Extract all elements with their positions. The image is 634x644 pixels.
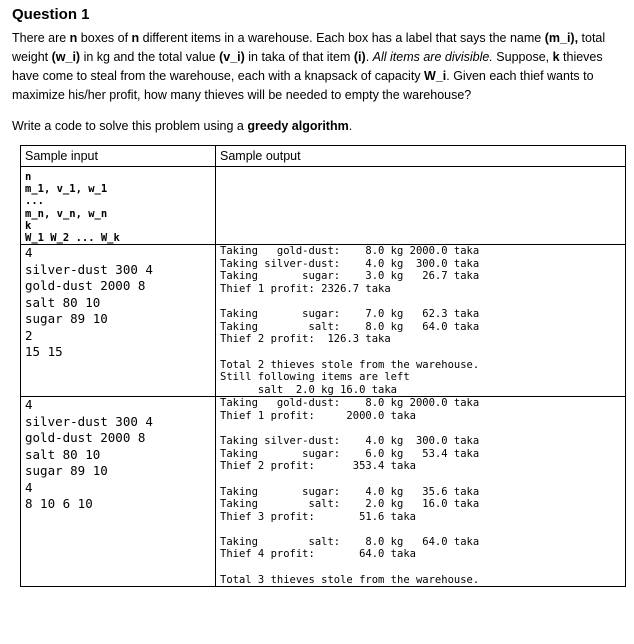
output-line: Total 2 thieves stole from the warehouse. <box>220 358 480 371</box>
task-run: greedy algorithm <box>247 119 349 133</box>
sample-input-cell-1 <box>21 245 216 397</box>
statement-run: n <box>131 31 140 45</box>
statement-run: total weight <box>12 31 606 64</box>
sample-input-header: Sample input <box>21 146 216 167</box>
output-line: Thief 2 profit: 126.3 taka <box>220 333 391 346</box>
format-line: k <box>25 219 32 232</box>
question-title: Question 1 <box>12 6 90 23</box>
sample-input-cell-2 <box>21 397 216 587</box>
output-line <box>220 561 625 574</box>
output-line <box>220 346 625 359</box>
format-line: m_n, v_n, w_n <box>25 207 108 220</box>
output-line: Taking salt: 2.0 kg 16.0 taka <box>220 498 480 511</box>
input-line: salt 80 10 <box>25 294 101 310</box>
input-line: gold-dust 2000 8 <box>25 278 146 294</box>
format-row <box>21 167 626 245</box>
statement-run: n <box>69 31 78 45</box>
input-line: sugar 89 10 <box>25 463 108 479</box>
input-format-lines <box>25 167 215 244</box>
output-line <box>220 473 625 486</box>
output-line: Thief 4 profit: 64.0 taka <box>220 548 416 561</box>
output-line: Taking sugar: 7.0 kg 62.3 taka <box>220 308 480 321</box>
problem-statement <box>12 29 624 105</box>
output-line: Thief 1 profit: 2326.7 taka <box>220 283 391 295</box>
input-line: 4 <box>25 245 33 261</box>
sample-input-1 <box>25 245 215 361</box>
output-line: Taking sugar: 4.0 kg 35.6 taka <box>220 485 480 498</box>
statement-run: in kg and the total value <box>80 50 220 64</box>
output-line <box>220 523 625 536</box>
output-line: Total 3 thieves stole from the warehouse. <box>220 573 480 586</box>
statement-run: W_i <box>424 69 447 83</box>
output-line: Taking gold-dust: 8.0 kg 2000.0 taka <box>220 397 480 410</box>
input-line: sugar 89 10 <box>25 311 108 327</box>
output-line: Still following items are left <box>220 371 410 384</box>
input-line: silver-dust 300 4 <box>25 261 153 277</box>
format-line: n <box>25 171 32 183</box>
statement-run: All items are divisible. <box>372 50 493 64</box>
statement-run: (v_i) <box>219 50 245 64</box>
output-line: Taking salt: 8.0 kg 64.0 taka <box>220 535 480 548</box>
task-run: . <box>348 119 353 133</box>
output-line: Taking sugar: 6.0 kg 53.4 taka <box>220 447 480 460</box>
output-line <box>220 296 625 309</box>
table-header-row <box>21 146 626 167</box>
sample-io-table <box>20 145 626 587</box>
format-line: ... <box>25 195 44 208</box>
input-line: gold-dust 2000 8 <box>25 430 146 446</box>
format-line: W_1 W_2 ... W_k <box>25 232 120 245</box>
output-line: Thief 2 profit: 353.4 taka <box>220 460 416 473</box>
statement-run: . <box>365 50 373 64</box>
sample-input-2 <box>25 397 215 513</box>
input-line: salt 80 10 <box>25 446 101 462</box>
output-line: Thief 3 profit: 51.6 taka <box>220 510 416 523</box>
output-line: Taking gold-dust: 8.0 kg 2000.0 taka <box>220 245 480 258</box>
output-line: Taking silver-dust: 4.0 kg 300.0 taka <box>220 435 480 448</box>
sample-output-1 <box>220 245 625 396</box>
sample-row-1 <box>21 245 626 397</box>
statement-run: (i) <box>353 50 366 64</box>
sample-output-header: Sample output <box>216 146 626 167</box>
sample-row-2 <box>21 397 626 587</box>
statement-run: in taka of that item <box>244 50 354 64</box>
statement-run: . Given each thief wants to maximize his/her profit, how many thieves will be needed to empty the warehouse? <box>12 69 594 102</box>
sample-output-2 <box>220 397 625 586</box>
sample-output-cell-1 <box>216 245 626 397</box>
statement-run: (m_i), <box>544 31 579 45</box>
output-line: Taking silver-dust: 4.0 kg 300.0 taka <box>220 257 480 270</box>
input-line: silver-dust 300 4 <box>25 413 153 429</box>
statement-run: Suppose, <box>492 50 553 64</box>
output-line: salt 2.0 kg 16.0 taka <box>220 383 398 396</box>
statement-run: different items in a warehouse. Each box has a label that says the name <box>139 31 545 45</box>
statement-run: k <box>552 50 560 64</box>
output-line: Thief 1 profit: 2000.0 taka <box>220 409 416 422</box>
output-line: Taking salt: 8.0 kg 64.0 taka <box>220 320 480 333</box>
output-line <box>220 423 625 436</box>
input-line: 15 15 <box>25 344 63 360</box>
format-output-cell <box>216 167 626 245</box>
task-run: Write a code to solve this problem using a <box>12 119 248 133</box>
input-line: 4 <box>25 397 33 413</box>
statement-run: There are <box>12 31 70 45</box>
format-line: m_1, v_1, w_1 <box>25 183 108 196</box>
sample-output-cell-2 <box>216 397 626 587</box>
task-statement <box>12 119 352 133</box>
input-line: 8 10 6 10 <box>25 496 93 512</box>
statement-run: boxes of <box>77 31 132 45</box>
input-format-cell <box>21 167 216 245</box>
input-line: 2 <box>25 327 33 343</box>
input-line: 4 <box>25 479 33 495</box>
statement-run: thieves have come to steal from the warehouse, each with a knapsack of capacity <box>12 50 603 83</box>
output-line: Taking sugar: 3.0 kg 26.7 taka <box>220 270 480 283</box>
statement-run: (w_i) <box>51 50 81 64</box>
